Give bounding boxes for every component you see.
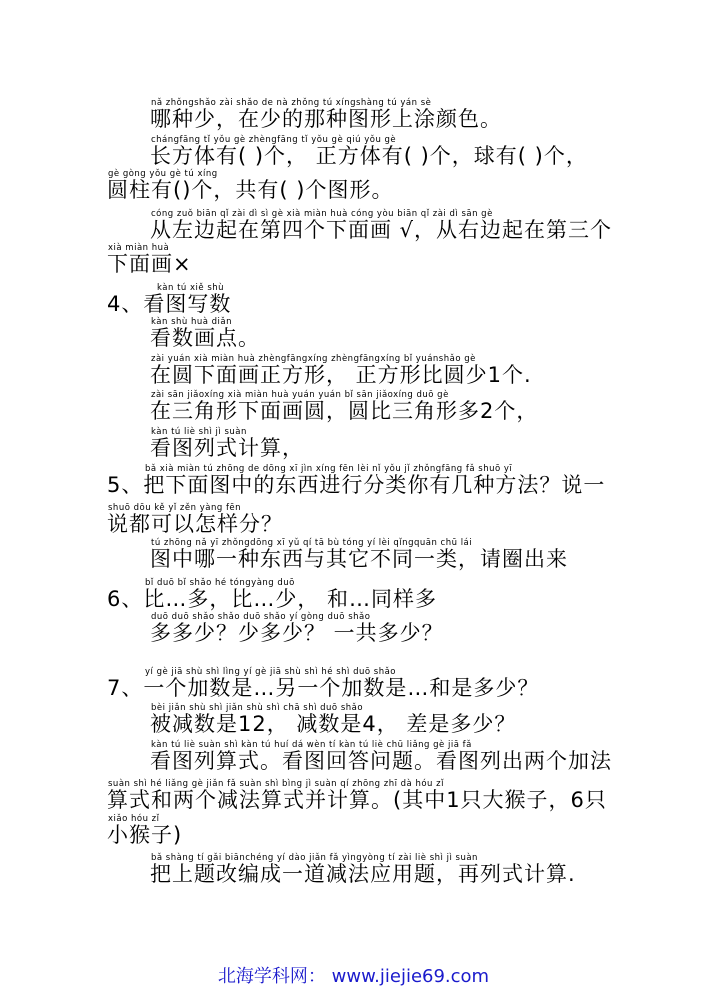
pinyin-line: xiǎo hóu zǐ xyxy=(108,814,160,824)
text-line: 圆柱有()个，共有( )个图形。 xyxy=(107,178,394,202)
pinyin-line: yí gè jiā shù shì lìng yí gè jiā shù shì hé shì duō shǎo xyxy=(145,667,396,677)
pinyin-line: zài yuán xià miàn huà zhèngfāngxíng zhèngfāngxíng bǐ yuánshǎo gè xyxy=(151,354,476,364)
text-line: 下面画× xyxy=(107,252,192,276)
section-heading: 5、把下面图中的东西进行分类你有几种方法？说一 xyxy=(107,473,606,497)
pinyin-line: tú zhōng nǎ yī zhǒngdōng xī yǔ qí tā bù tóng yí lèi qǐngquān chū lái xyxy=(151,538,473,548)
text-line: 从左边起在第四个下面画 √，从右边起在第三个 xyxy=(150,218,613,242)
text-line: 哪种少，在少的那种图形上涂颜色。 xyxy=(150,107,502,131)
pinyin-line: kàn shù huà diǎn xyxy=(151,317,233,327)
text-line: 把上题改编成一道减法应用题，再列式计算. xyxy=(150,862,576,886)
pinyin-line: kàn tú xiě shù xyxy=(157,283,225,293)
pinyin-line: duō duō shǎo shǎo duō shǎo yí gòng duō shǎo xyxy=(151,612,371,622)
pinyin-line: suàn shì hé liǎng gè jiǎn fǎ suàn shì bìng jì suàn qí zhōng zhī dà hóu zǐ xyxy=(108,779,444,789)
pinyin-line: bǎ shàng tí gǎi biānchéng yí dào jiǎn fǎ yìngyòng tí zài liè shì jì suàn xyxy=(151,853,478,863)
pinyin-line: kàn tú liè shì jì suàn xyxy=(151,427,247,437)
pinyin-line: xià miàn huà xyxy=(108,243,170,253)
text-line: 看图列算式。看图回答问题。看图列出两个加法 xyxy=(150,749,612,773)
pinyin-line: bǐ duō bǐ shǎo hé tóngyàng duō xyxy=(145,578,295,588)
pinyin-line: cóng zuǒ biān qǐ zài dì sì gè xià miàn huà cóng yòu biān qǐ zài dì sān gè xyxy=(151,209,493,219)
pinyin-line: nǎ zhǒngshǎo zài shǎo de nà zhǒng tú xíngshàng tú yán sè xyxy=(151,98,432,108)
pinyin-line: gè gòng yǒu gè tú xíng xyxy=(108,169,218,179)
text-line: 看数画点。 xyxy=(150,326,260,350)
text-line: 算式和两个减法算式并计算。(其中1只大猴子，6只 xyxy=(107,788,607,812)
text-line: 在圆下面画正方形， 正方形比圆少1个. xyxy=(150,363,532,387)
text-line: 在三角形下面画圆，圆比三角形多2个， xyxy=(150,399,539,423)
text-line: 说都可以怎样分？ xyxy=(107,512,283,536)
text-line: 看图列式计算， xyxy=(150,436,304,460)
pinyin-line: chángfāng tǐ yǒu gè zhèngfāng tǐ yǒu gè qiú yǒu gè xyxy=(151,135,397,145)
text-line: 多多少？少多少？ 一共多少？ xyxy=(150,621,444,645)
section-heading: 6、比…多，比…少， 和…同样多 xyxy=(107,587,438,611)
pinyin-line: bèi jiǎn shù shì jiǎn shù shì chā shì duō shǎo xyxy=(151,703,364,713)
text-line: 被减数是12， 减数是4， 差是多少？ xyxy=(150,712,517,736)
text-line: 长方体有( )个， 正方体有( )个，球有( )个， xyxy=(150,144,588,168)
section-heading: 7、一个加数是…另一个加数是…和是多少？ xyxy=(107,676,540,700)
text-line: 小猴子) xyxy=(107,823,183,847)
footer-watermark: 北海学科网： www.jiejie69.com xyxy=(217,966,490,987)
section-heading: 4、看图写数 xyxy=(107,292,232,316)
pinyin-line: bǎ xià miàn tú zhōng de dōng xī jìn xíng fēn lèi nǐ yǒu jǐ zhǒngfāng fǎ shuō yī xyxy=(145,464,513,474)
pinyin-line: shuō dōu kě yǐ zěn yàng fēn xyxy=(108,503,242,513)
pinyin-line: zài sān jiǎoxíng xià miàn huà yuán yuán bǐ sān jiǎoxíng duō gè xyxy=(151,390,449,400)
pinyin-line: kàn tú liè suàn shì kàn tú huí dá wèn tí kàn tú liè chū liǎng gè jiā fǎ xyxy=(151,740,472,750)
text-line: 图中哪一种东西与其它不同一类，请圈出来 xyxy=(150,547,568,571)
